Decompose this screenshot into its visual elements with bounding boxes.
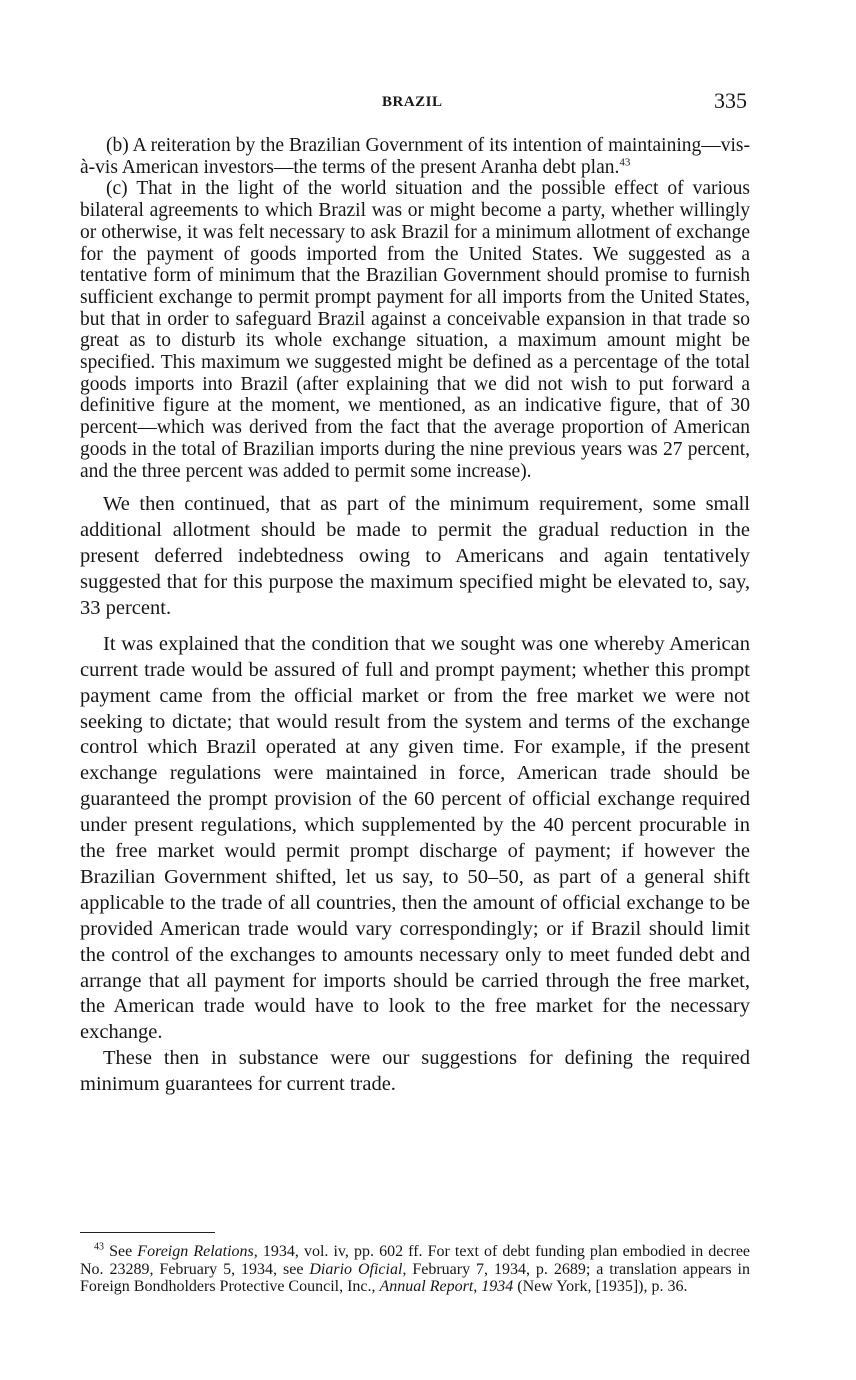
footnote-citation-foreign-relations: Foreign Relations,	[137, 1243, 258, 1260]
paragraph-c-text: That in the light of the world situation and the possible effect of various bilateral agreements to which Brazil was or might become a party, whether willingly or otherwise, it was felt necessary to ask Brazil for a minimum allotment of exchange for the payment of goods imported from the United States. We suggested as a tentative form of minimum that the Brazilian Government should promise to furnish sufficient exchange to permit prompt payment for all imports from the United States, but that in order to safeguard Brazil against a conceivable expansion in that trade so great as to disturb its whole exchange situation, a maximum amount might be specified. This maximum we suggested might be defined as a percentage of the total goods imports into Brazil (after explaining that we did not wish to put forward a definitive figure at the moment, we mentioned, as an indicative figure, that of 30 percent—which was derived from the fact that the average proportion of American goods in the total of Brazilian imports during the nine previous years was 27 percent, and the three percent was added to permit some increase).	[80, 178, 751, 482]
running-head: BRAZIL	[382, 94, 443, 110]
item-label-c: (c)	[106, 178, 128, 200]
footnote-mark: 43	[94, 1241, 104, 1253]
paragraph-minimum-requirement: We then continued, that as part of the minimum requirement, some small additional allotment should be made to permit the gradual reduction in the present deferred indebtedness owing to Americans and again tentatively suggested that for this purpose the maximum specified might be elevated to, say, 33 percent.	[80, 493, 750, 619]
paragraph-condition-explained: It was explained that the condition that we sought was one whereby American current trade would be assured of full and prompt payment; whether this prompt payment came from the official market or from the free market we were not seeking to dictate; that would result from the system and terms of the exchange control which Brazil operated at any given time. For example, if the present exchange regulations were maintained in force, American trade should be guaranteed the prompt provision of the 60 percent of official exchange required under present regulations, which supplemented by the 40 percent procurable in the free market would permit prompt discharge of payment; if however the Brazilian Government shifted, let us say, to 50–50, as part of a general shift applicable to the trade of all countries, then the amount of official exchange to be provided American trade would vary correspondingly; or if Brazil should limit the control of the exchanges to amounts necessary only to meet funded debt and arrange that all payment for imports should be carried through the free market, the American trade would have to look to the free market for the necessary exchange.	[80, 632, 750, 1044]
paragraph-b-text: A reiteration by the Brazilian Government of its intention of maintaining—vis-à-vis American investors—the terms of the present Aranha debt plan.	[80, 135, 750, 178]
item-label-b: (b)	[106, 135, 129, 156]
footnote-43	[80, 1243, 750, 1296]
footnote-text-4: (New York, [1935]), p. 36.	[513, 1278, 688, 1296]
footnote-divider	[80, 1232, 215, 1233]
footnote-citation-diario-oficial: Diario Oficial,	[309, 1260, 407, 1278]
page-header	[80, 88, 780, 116]
footnote-reference[interactable]: 43	[619, 156, 631, 169]
footnote-text-3: February 7, 1934, p. 2689; a translation appears in Foreign Bondholders Protective Council, Inc.,	[80, 1260, 750, 1296]
footnote-text-2: 1934, vol. iv, pp. 602 ff. For text of debt funding plan embodied in decree No. 23289, February 5, 1934, see	[80, 1243, 751, 1278]
page-number: 335	[714, 88, 747, 113]
paragraph-b	[80, 135, 750, 178]
paragraph-summary: These then in substance were our suggestions for defining the required minimum guarantees for current trade.	[80, 1047, 750, 1096]
footnote-text-1: See	[109, 1243, 138, 1260]
body-text	[80, 135, 750, 1098]
paragraph-c	[80, 178, 750, 482]
footnote-citation-annual-report: Annual Report, 1934	[379, 1278, 514, 1296]
